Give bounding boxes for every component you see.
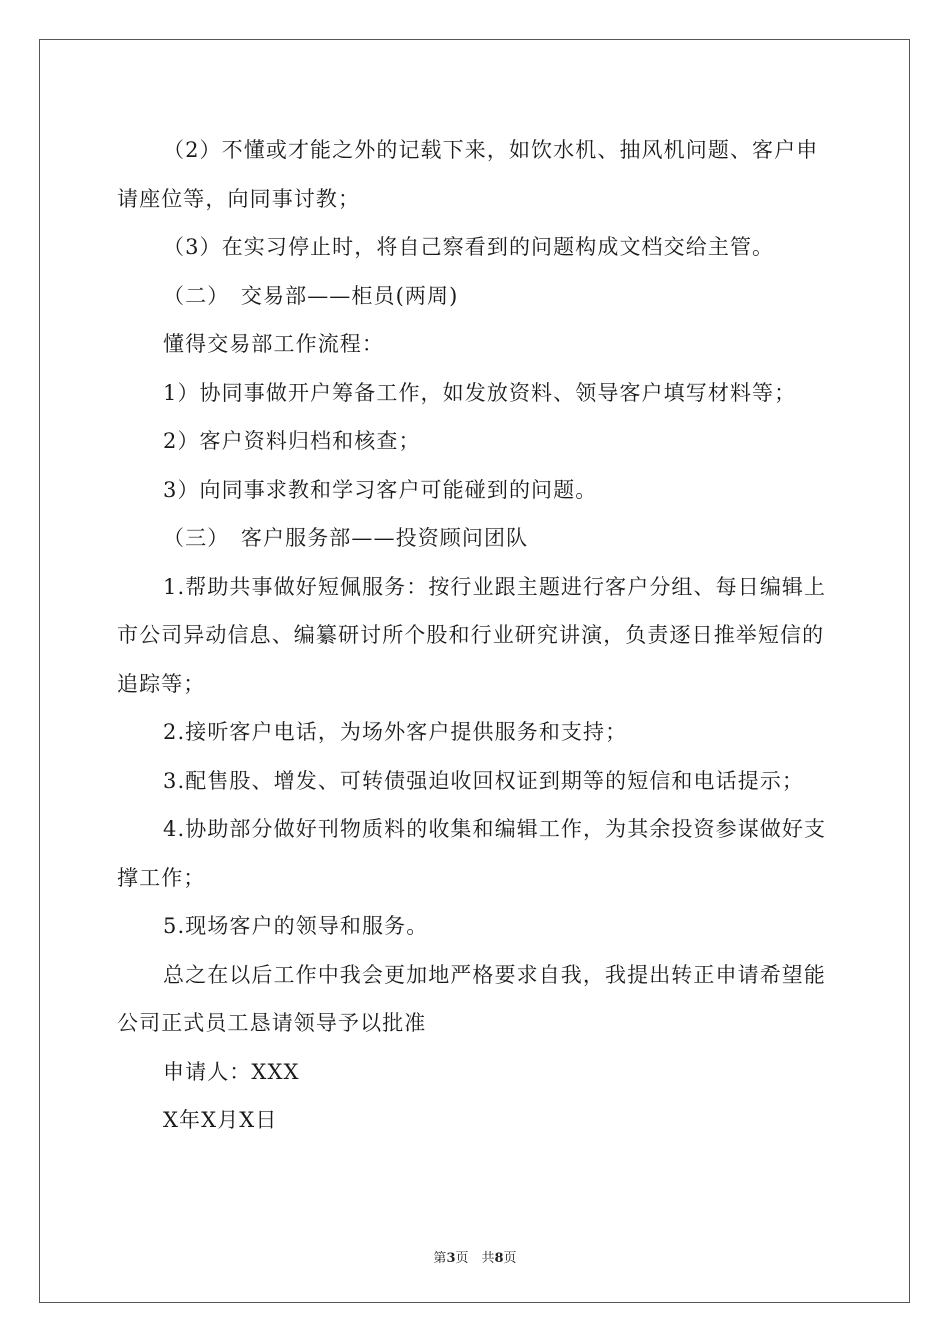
footer-page-number: 3 <box>446 1251 456 1266</box>
paragraph-service-1: 1.帮助共事做好短佩服务：按行业跟主题进行客户分组、每日编辑上市公司异动信息、编纂研讨所个股和行业研究讲演，负责逐日推举短信的追踪等； <box>117 574 827 696</box>
paragraph-item-2: （2）不懂或才能之外的记载下来，如饮水机、抽风机问题、客户申请座位等，向同事讨教； <box>117 138 819 211</box>
footer-middle: 页 共 <box>455 1251 495 1266</box>
date-line: X年X月X日 <box>163 1108 278 1132</box>
paragraph-trading-3: 3）向同事求教和学习客户可能碰到的问题。 <box>163 477 598 502</box>
paragraph-conclusion: 总之在以后工作中我会更加地严格要求自我，我提出转正申请希望能公司正式员工恳请领导予以批准 <box>117 962 826 1035</box>
paragraph-trading-2: 2）客户资料归档和核查； <box>163 429 421 453</box>
footer-suffix: 页 <box>503 1251 517 1266</box>
paragraph-service-5: 5.现场客户的领导和服务。 <box>163 914 429 938</box>
paragraph-trading-intro: 懂得交易部工作流程： <box>163 332 384 356</box>
footer-prefix: 第 <box>433 1251 447 1266</box>
paragraph-trading-1: 1）协同事做开户筹备工作，如发放资料、领导客户填写材料等； <box>163 380 797 405</box>
section-heading-service: （三） 客户服务部——投资顾问团队 <box>163 526 529 550</box>
document-body <box>117 126 835 1145</box>
paragraph-service-4: 4.协助部分做好刊物质料的收集和编辑工作，为其余投资参谋做好支撑工作； <box>117 817 827 890</box>
section-heading-trading: （二） 交易部——柜员(两周) <box>163 283 459 308</box>
footer-total-pages: 8 <box>494 1251 504 1266</box>
page-footer <box>0 1247 950 1266</box>
paragraph-service-2: 2.接听客户电话，为场外客户提供服务和支持； <box>163 720 628 744</box>
paragraph-item-3: （3）在实习停止时，将自己察看到的问题构成文档交给主管。 <box>163 235 775 259</box>
paragraph-service-3: 3.配售股、增发、可转债强迫收回权证到期等的短信和电话提示； <box>163 768 805 793</box>
applicant-line: 申请人：XXX <box>163 1059 300 1084</box>
